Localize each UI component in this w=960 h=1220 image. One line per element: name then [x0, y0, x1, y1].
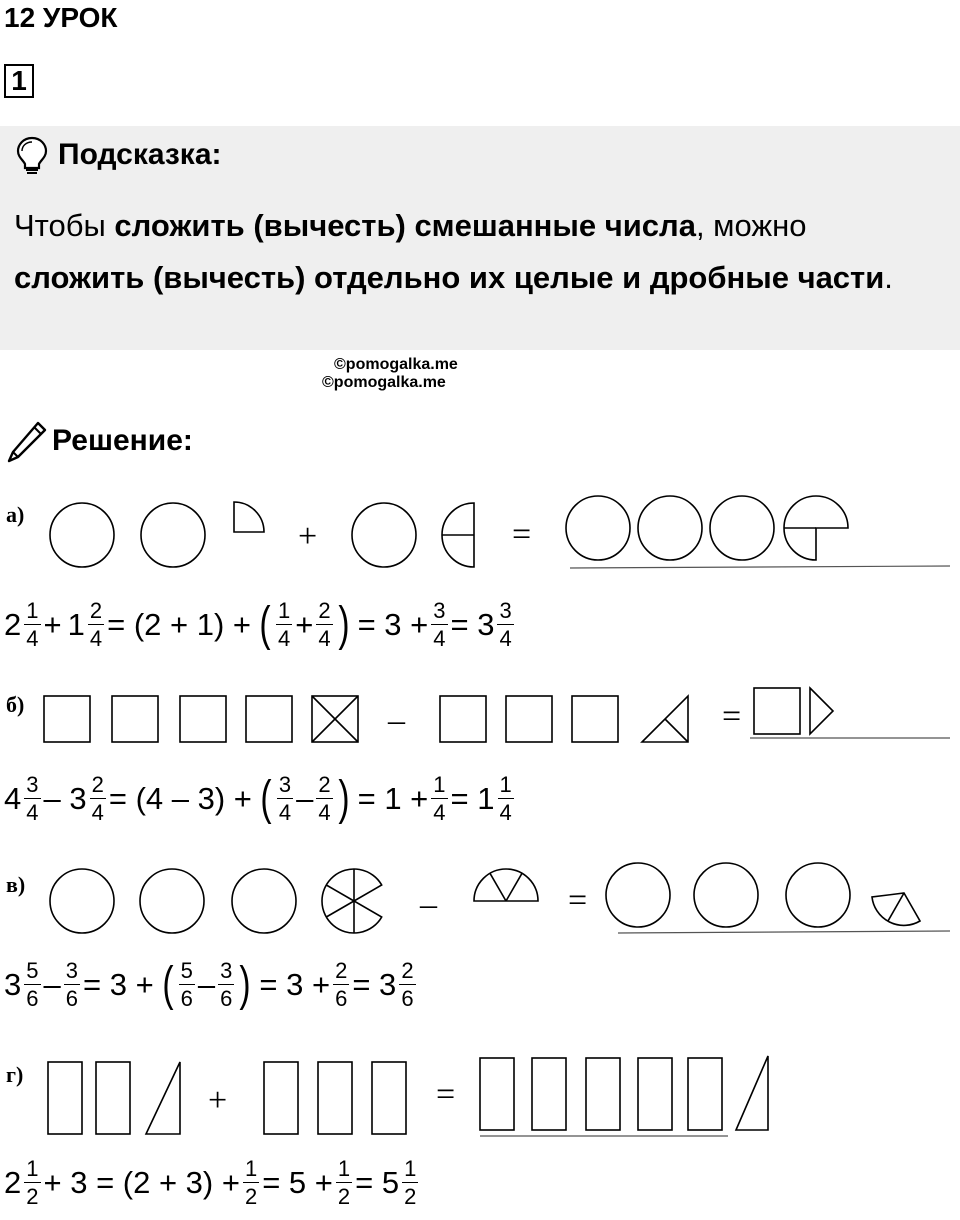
whole-circle — [141, 503, 205, 567]
fraction: $\frac{3}{4}$ — [499, 598, 512, 651]
whole-circle — [50, 503, 114, 567]
whole-rectangle — [372, 1062, 406, 1134]
row-b-figures — [0, 680, 960, 750]
fraction: $\frac{2}{4}$ — [318, 772, 331, 825]
fraction: $\frac{1}{4}$ — [26, 598, 39, 651]
row-a-figures — [0, 490, 960, 580]
row-v-formula: 3 $\frac{5}{6}$ – $\frac{3}{6}$ = 3 + ( $\frac{5}{6}$ – $\frac{3}{6}$ ) = 3 + $\frac{2}{6}$ = 3 $\frac{2}{6}$ — [4, 958, 414, 1011]
solution-title: Решение: — [52, 424, 193, 457]
hint-line1-plain: Чтобы — [14, 208, 115, 243]
row-g-eq: = — [436, 1076, 456, 1113]
whole-circle — [140, 869, 204, 933]
fraction: $\frac{5}{6}$ — [26, 958, 39, 1011]
row-v-label: в) — [6, 872, 26, 897]
fraction: $\frac{3}{4}$ — [278, 772, 292, 825]
lightbulb-icon — [16, 136, 48, 176]
whole-circle — [710, 496, 774, 560]
whole-rectangle — [480, 1058, 514, 1130]
row-b-formula: 4 $\frac{3}{4}$ – 3 $\frac{2}{4}$ = (4 – 3) + ( $\frac{3}{4}$ – $\frac{2}{4}$ ) = 1 + $\frac{1}{4}$ = 1 $\frac{1}{4}$ — [4, 772, 512, 825]
whole-circle — [352, 503, 416, 567]
whole-rectangle — [318, 1062, 352, 1134]
whole-rectangle — [96, 1062, 130, 1134]
triangle-piece — [810, 688, 833, 734]
fraction: $\frac{1}{2}$ — [404, 1156, 417, 1209]
whole-square — [246, 696, 292, 742]
fraction: $\frac{1}{4}$ — [433, 772, 446, 825]
row-v-figures — [0, 855, 960, 945]
half-rectangle-triangle — [146, 1062, 180, 1134]
whole-square — [754, 688, 800, 734]
row-b-op: – — [388, 702, 405, 739]
fraction: $\frac{3}{4}$ — [433, 598, 446, 651]
whole-rectangle — [688, 1058, 722, 1130]
row-a-label: а) — [6, 502, 25, 527]
row-g-op: + — [208, 1082, 228, 1119]
watermark: ©pomogalka.me — [322, 374, 446, 391]
fraction: $\frac{3}{6}$ — [65, 958, 78, 1011]
fraction: $\frac{1}{2}$ — [337, 1156, 351, 1209]
pencil-icon — [6, 420, 48, 464]
row-b-label: б) — [6, 692, 25, 717]
five-sixth-circle — [322, 869, 382, 933]
whole-circle — [50, 869, 114, 933]
hint-line2-bold: сложить (вычесть) отдельно их целые и дробные части — [14, 260, 885, 295]
fraction: $\frac{1}{4}$ — [499, 772, 512, 825]
row-v-op: – — [420, 886, 437, 923]
hint-line1-bold: сложить (вычесть) смешанные числа — [114, 208, 696, 243]
whole-rectangle — [48, 1062, 82, 1134]
fraction: $\frac{1}{2}$ — [244, 1156, 258, 1209]
watermark: ©pomogalka.me — [334, 356, 458, 373]
whole-square — [506, 696, 552, 742]
fraction: $\frac{2}{4}$ — [89, 598, 103, 651]
fraction: $\frac{1}{4}$ — [277, 598, 291, 651]
fraction: $\frac{2}{6}$ — [335, 958, 348, 1011]
whole-circle — [606, 863, 670, 927]
whole-circle — [694, 863, 758, 927]
third-circle-pieces — [872, 893, 920, 925]
whole-rectangle — [532, 1058, 566, 1130]
half-rectangle-triangle — [736, 1056, 768, 1130]
row-g-label: г) — [6, 1062, 24, 1087]
row-b-eq: = — [722, 698, 742, 735]
hint-line2-end: . — [884, 260, 893, 295]
lesson-title: 12 УРОК — [4, 2, 118, 33]
whole-square — [180, 696, 226, 742]
whole-rectangle — [264, 1062, 298, 1134]
fraction: $\frac{5}{6}$ — [180, 958, 193, 1011]
hint-line1-end: , можно — [695, 208, 807, 243]
whole-square — [572, 696, 618, 742]
whole-circle — [232, 869, 296, 933]
whole-rectangle — [586, 1058, 620, 1130]
row-a-op: + — [298, 518, 318, 555]
fraction: $\frac{1}{2}$ — [26, 1156, 39, 1209]
hint-title: Подсказка: — [58, 138, 222, 171]
fraction: $\frac{3}{4}$ — [26, 772, 39, 825]
whole-square — [112, 696, 158, 742]
task-number: 1 — [4, 64, 34, 98]
half-circle-thirds — [474, 869, 538, 901]
hint-text — [14, 200, 944, 304]
whole-rectangle — [638, 1058, 672, 1130]
row-a-eq: = — [512, 516, 532, 553]
whole-circle — [638, 496, 702, 560]
quarter-circle — [234, 502, 264, 532]
whole-square — [440, 696, 486, 742]
fraction: $\frac{2}{4}$ — [91, 772, 104, 825]
row-v-eq: = — [568, 882, 588, 919]
whole-square — [44, 696, 90, 742]
fraction: $\frac{3}{6}$ — [220, 958, 233, 1011]
row-g-figures — [0, 1050, 960, 1140]
fraction: $\frac{2}{4}$ — [318, 598, 331, 651]
whole-circle — [566, 496, 630, 560]
row-g-formula: 2 $\frac{1}{2}$ + 3 = (2 + 3) + $\frac{1}{2}$ = 5 + $\frac{1}{2}$ = 5 $\frac{1}{2}$ — [4, 1156, 417, 1209]
whole-circle — [786, 863, 850, 927]
row-a-formula: 2 $\frac{1}{4}$ + 1 $\frac{2}{4}$ = (2 + 1) + ( $\frac{1}{4}$ + $\frac{2}{4}$ ) = 3 + $\frac{3}{4}$ = 3 $\frac{3}{4}$ — [4, 598, 512, 651]
fraction: $\frac{2}{6}$ — [401, 958, 414, 1011]
